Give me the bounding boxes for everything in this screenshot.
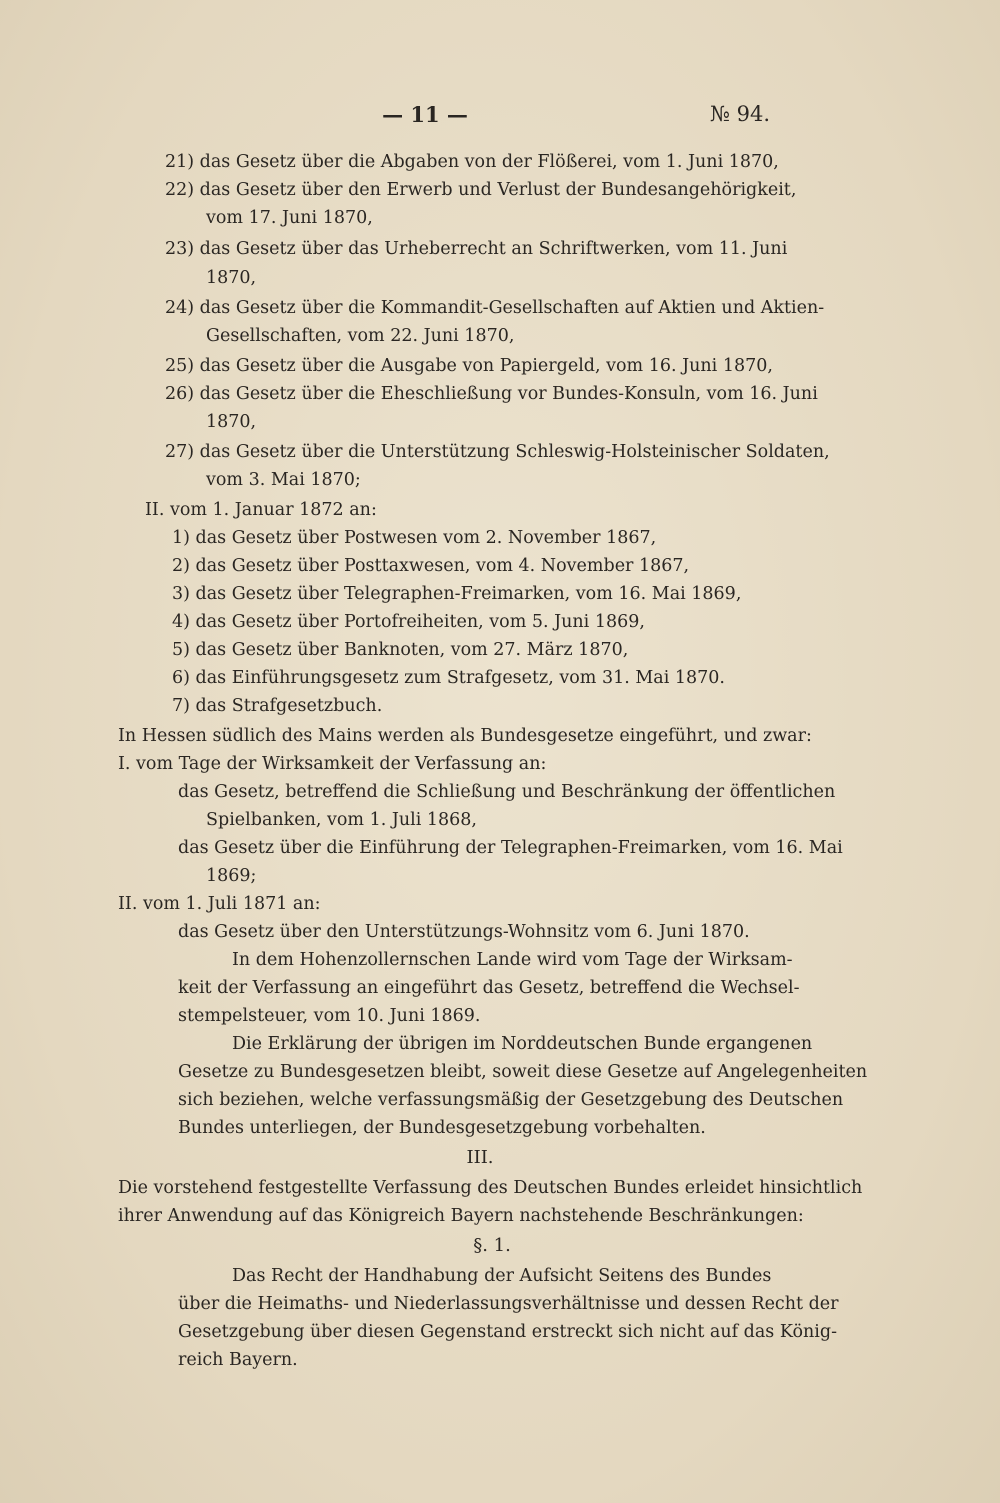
text-line: reich Bayern. — [178, 1350, 298, 1370]
text-line: 2) das Gesetz über Posttaxwesen, vom 4. November 1867, — [172, 556, 690, 576]
page-number: — 11 — — [382, 102, 468, 127]
text-line: Die Erklärung der übrigen im Norddeutschen Bunde ergangenen — [232, 1034, 813, 1054]
text-line: 4) das Gesetz über Portofreiheiten, vom 5. Juni 1869, — [172, 612, 645, 632]
text-line: In dem Hohenzollernschen Lande wird vom Tage der Wirksam- — [232, 950, 793, 970]
text-line: Gesetzgebung über diesen Gegenstand erstreckt sich nicht auf das König- — [178, 1322, 837, 1342]
text-line: 1869; — [206, 866, 257, 886]
text-line: Bundes unterliegen, der Bundesgesetzgebung vorbehalten. — [178, 1118, 706, 1138]
text-line: über die Heimaths- und Niederlassungsverhältnisse und dessen Recht der — [178, 1294, 839, 1314]
text-line: 1) das Gesetz über Postwesen vom 2. November 1867, — [172, 528, 657, 548]
text-line: 26) das Gesetz über die Eheschließung vor Bundes-Konsuln, vom 16. Juni — [165, 384, 818, 404]
paragraph-heading: §. 1. — [473, 1235, 511, 1256]
text-line: 23) das Gesetz über das Urheberrecht an Schriftwerken, vom 11. Juni — [165, 239, 788, 259]
page-header — [0, 102, 1000, 134]
text-line: I. vom Tage der Wirksamkeit der Verfassung an: — [118, 754, 547, 774]
section-heading: III. — [466, 1147, 494, 1168]
text-line: 24) das Gesetz über die Kommandit-Gesellschaften auf Aktien und Aktien- — [165, 298, 825, 318]
text-line: sich beziehen, welche verfassungsmäßig der Gesetzgebung des Deutschen — [178, 1090, 844, 1110]
text-line: das Gesetz über die Einführung der Telegraphen-Freimarken, vom 16. Mai — [178, 838, 843, 858]
text-line: ihrer Anwendung auf das Königreich Bayern nachstehende Beschränkungen: — [118, 1206, 804, 1226]
text-line: 27) das Gesetz über die Unterstützung Schleswig-Holsteinischer Soldaten, — [165, 442, 830, 462]
text-line: vom 17. Juni 1870, — [206, 208, 373, 228]
text-line: Spielbanken, vom 1. Juli 1868, — [206, 810, 477, 830]
document-number: № 94. — [710, 102, 770, 126]
text-line: keit der Verfassung an eingeführt das Gesetz, betreffend die Wechsel- — [178, 978, 800, 998]
text-line: Gesetze zu Bundesgesetzen bleibt, soweit diese Gesetze auf Angelegenheiten — [178, 1062, 868, 1082]
text-line: Das Recht der Handhabung der Aufsicht Seitens des Bundes — [232, 1266, 772, 1286]
text-line: 1870, — [206, 412, 257, 432]
text-line: 6) das Einführungsgesetz zum Strafgesetz, vom 31. Mai 1870. — [172, 668, 725, 688]
text-line: das Gesetz über den Unterstützungs-Wohnsitz vom 6. Juni 1870. — [178, 922, 750, 942]
text-line: das Gesetz, betreffend die Schließung und Beschränkung der öffentlichen — [178, 782, 836, 802]
text-line: II. vom 1. Juli 1871 an: — [118, 894, 321, 914]
text-line: II. vom 1. Januar 1872 an: — [145, 500, 377, 520]
text-line: 5) das Gesetz über Banknoten, vom 27. März 1870, — [172, 640, 629, 660]
text-line: 21) das Gesetz über die Abgaben von der Flößerei, vom 1. Juni 1870, — [165, 152, 779, 172]
text-line: 25) das Gesetz über die Ausgabe von Papiergeld, vom 16. Juni 1870, — [165, 356, 773, 376]
text-line: 7) das Strafgesetzbuch. — [172, 696, 383, 716]
text-line: 22) das Gesetz über den Erwerb und Verlust der Bundesangehörigkeit, — [165, 180, 797, 200]
text-line: vom 3. Mai 1870; — [206, 470, 361, 490]
text-line: 1870, — [206, 268, 257, 288]
text-line: stempelsteuer, vom 10. Juni 1869. — [178, 1006, 481, 1026]
text-line: Die vorstehend festgestellte Verfassung des Deutschen Bundes erleidet hinsichtlich — [118, 1178, 863, 1198]
text-line: Gesellschaften, vom 22. Juni 1870, — [206, 326, 515, 346]
text-line: 3) das Gesetz über Telegraphen-Freimarken, vom 16. Mai 1869, — [172, 584, 742, 604]
text-line: In Hessen südlich des Mains werden als Bundesgesetze eingeführt, und zwar: — [118, 726, 812, 746]
